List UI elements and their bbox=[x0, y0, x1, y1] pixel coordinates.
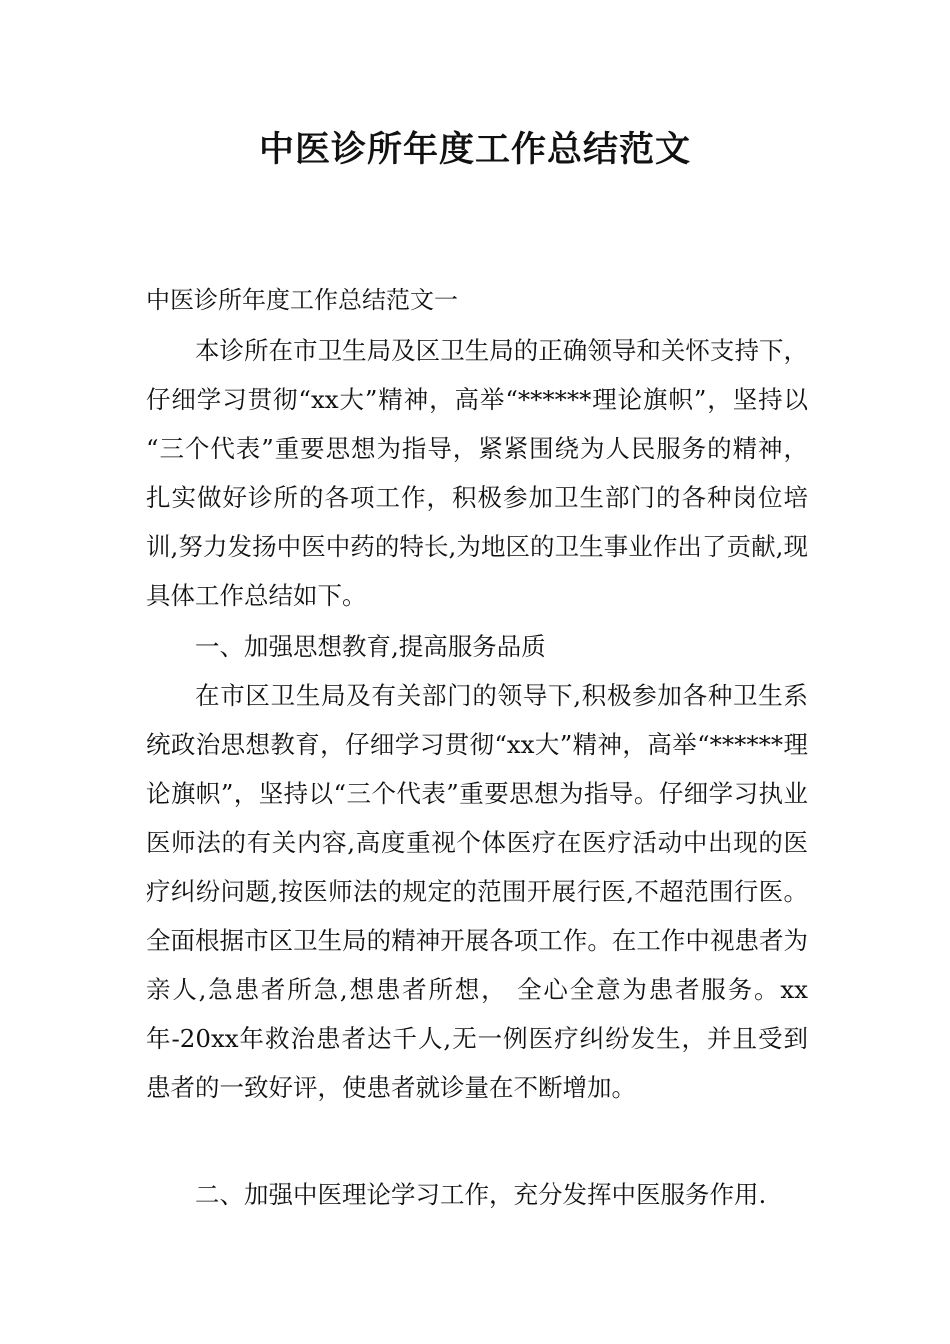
section-1-heading: 一、加强思想教育,提高服务品质 bbox=[195, 632, 546, 661]
section-1-paragraph: 在市区卫生局及有关部门的领导下,积极参加各种卫生系统政治思想教育，仔细学习贯彻“xx大”精神，高举“******理论旗帜”，坚持以“三个代表”重要思想为指导。仔细学习执业医师法的有关内容,高度重视个体医疗在医疗活动中出现的医疗纠纷问题,按医师法的规定的范围开展行医,不超范围行医。全面根据市区卫生局的精神开展各项工作。在工作中视患者为亲人,急患者所急,想患者所想， 全心全意为患者服务。xx年-20xx年救治患者达千人,无一例医疗纠纷发生，并且受到患者的一致好评，使患者就诊量在不断增加。 bbox=[146, 681, 808, 1102]
document-title: 中医诊所年度工作总结范文 bbox=[258, 130, 691, 170]
section-2-heading: 二、加强中医理论学习工作，充分发挥中医服务作用. bbox=[195, 1180, 767, 1209]
document-subtitle: 中医诊所年度工作总结范文一 bbox=[146, 286, 458, 314]
intro-paragraph: 本诊所在市卫生局及区卫生局的正确领导和关怀支持下，仔细学习贯彻“xx大”精神，高举“******理论旗帜”，坚持以 “三个代表”重要思想为指导，紧紧围绕为人民服务的精神，扎实做好诊所的各项工作，积极参加卫生部门的各种岗位培训,努力发扬中医中药的特长,为地区的卫生事业作出了贡献,现具体工作总结如下。 bbox=[146, 336, 808, 610]
